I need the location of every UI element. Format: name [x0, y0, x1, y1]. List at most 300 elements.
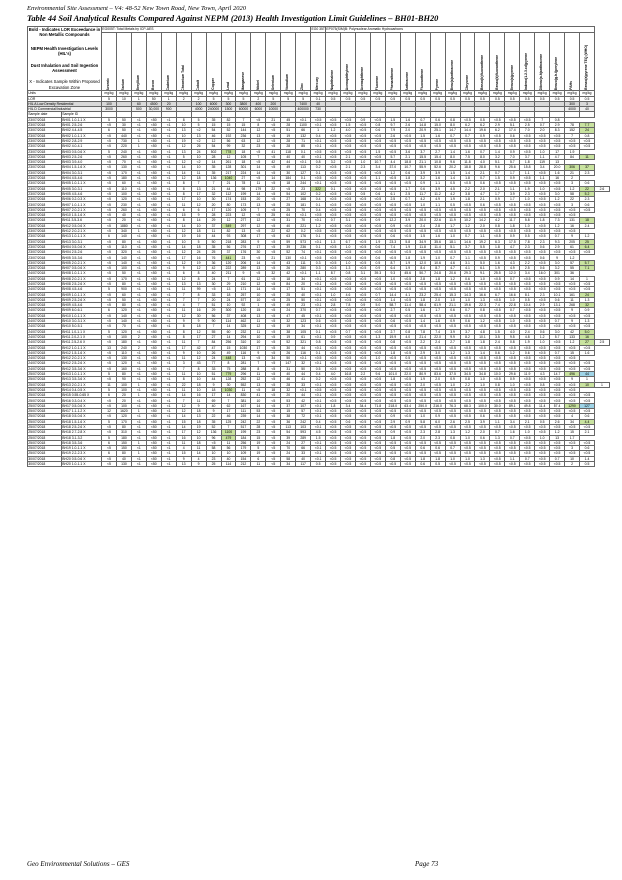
- result-cell: <0.5: [565, 207, 580, 212]
- result-cell: <0.5: [326, 456, 341, 461]
- result-cell: <0.5: [460, 228, 475, 233]
- result-cell: <0.5: [430, 228, 445, 233]
- result-cell: 37: [206, 223, 221, 228]
- sample-id-label: Sample ID: [62, 112, 102, 117]
- result-cell: 16: [191, 255, 206, 260]
- result-cell: 11: [176, 287, 191, 292]
- result-cell: 1.8: [460, 197, 475, 202]
- result-cell: <0.5: [326, 244, 341, 249]
- result-cell: 14.4: [385, 292, 400, 297]
- result-cell: 0.7: [445, 255, 460, 260]
- result-cell: 239: [236, 414, 251, 419]
- result-cell: <1: [161, 154, 176, 159]
- sample-id: BH02 1.0-1.1 X: [62, 133, 102, 138]
- result-cell: 4.4: [385, 160, 400, 165]
- result-cell: 25: [281, 202, 296, 207]
- result-cell: 502: [206, 149, 221, 154]
- result-cell: <50: [146, 207, 161, 212]
- result-cell: <5: [102, 456, 117, 461]
- result-cell: 84: [281, 281, 296, 286]
- result-cell: <0.1: [311, 181, 326, 186]
- result-cell: <0.5: [355, 239, 370, 244]
- result-cell: 52: [281, 250, 296, 255]
- result-cell: <0.5: [430, 366, 445, 371]
- units-cell: mg/kg: [176, 91, 191, 96]
- result-cell: 2.0: [430, 297, 445, 302]
- result-cell: 5: [191, 239, 206, 244]
- result-cell: 1.0: [430, 255, 445, 260]
- result-cell: <5: [206, 287, 221, 292]
- result-cell: <0.5: [520, 440, 535, 445]
- result-cell: 5.2: [580, 191, 595, 196]
- result-cell: 0.1: [311, 350, 326, 355]
- result-cell: 44: [296, 345, 311, 350]
- result-cell: <1: [161, 218, 176, 223]
- result-cell: <0.5: [460, 324, 475, 329]
- result-cell: <0.5: [326, 149, 341, 154]
- result-cell: <0.5: [535, 446, 550, 451]
- result-cell: 13: [236, 228, 251, 233]
- result-cell: <0.5: [550, 414, 565, 419]
- result-cell: <0.1: [311, 361, 326, 366]
- result-cell: 7.8: [415, 329, 430, 334]
- result-cell: 20.0: [550, 165, 565, 170]
- result-cell: 18.8: [400, 160, 415, 165]
- column-header: [251, 32, 266, 91]
- result-cell: <0.5: [565, 409, 580, 414]
- result-cell: 1.0: [475, 377, 490, 382]
- result-cell: <0.5: [326, 398, 341, 403]
- result-cell: <0.5: [355, 356, 370, 361]
- result-cell: <0.5: [370, 138, 385, 143]
- result-cell: <5: [102, 144, 117, 149]
- result-cell: 2.1: [520, 419, 535, 424]
- units-cell: mg/kg: [266, 91, 281, 96]
- result-cell: 13: [176, 462, 191, 467]
- column-header: [550, 32, 565, 91]
- units-cell: mg/kg: [326, 91, 341, 96]
- result-cell: 136: [206, 176, 221, 181]
- result-cell: 17: [176, 197, 191, 202]
- result-cell: <0.5: [490, 456, 505, 461]
- result-cell: 59: [281, 239, 296, 244]
- result-cell: 7: [191, 340, 206, 345]
- result-cell: <0.5: [535, 181, 550, 186]
- column-name-row: [28, 32, 610, 91]
- result-cell: <0.5: [535, 287, 550, 292]
- result-cell: 34: [281, 462, 296, 467]
- result-cell: <0.5: [445, 250, 460, 255]
- units-cell: mg/kg: [550, 91, 565, 96]
- result-cell: <50: [146, 271, 161, 276]
- result-cell: <1: [161, 250, 176, 255]
- result-cell: 236: [296, 244, 311, 249]
- result-cell: 10: [251, 398, 266, 403]
- result-cell: <5: [251, 356, 266, 361]
- result-cell: 224: [236, 170, 251, 175]
- result-cell: 25: [266, 213, 281, 218]
- result-cell: 12: [176, 403, 191, 408]
- sample-id: BH01 1.0-1.1 X: [62, 117, 102, 122]
- result-cell: 7: [236, 117, 251, 122]
- result-cell: 5.7: [580, 260, 595, 265]
- result-cell: 0.5: [520, 234, 535, 239]
- result-cell: <0.5: [475, 440, 490, 445]
- result-cell: 11: [251, 462, 266, 467]
- result-cell: 1.4: [490, 149, 505, 154]
- result-cell: 54: [281, 191, 296, 196]
- result-cell: <0.5: [355, 409, 370, 414]
- sample-date: 25/07/2018: [28, 387, 62, 392]
- result-cell: 1.2: [460, 430, 475, 435]
- result-cell: <5: [266, 281, 281, 286]
- result-cell: <0.5: [565, 451, 580, 456]
- result-cell: 0.6: [580, 446, 595, 451]
- result-cell: <50: [146, 123, 161, 128]
- result-cell: 5: [102, 287, 117, 292]
- result-cell: 2.7: [385, 329, 400, 334]
- result-cell: 12.0: [505, 271, 520, 276]
- result-cell: <0.5: [535, 313, 550, 318]
- hil-a-value: 3: [580, 101, 595, 106]
- result-cell: <0.5: [341, 138, 356, 143]
- result-cell: 15: [176, 213, 191, 218]
- result-cell: <0.5: [580, 207, 595, 212]
- result-cell: 132: [296, 133, 311, 138]
- result-cell: 1: [594, 382, 609, 387]
- result-cell: 54: [206, 128, 221, 133]
- result-cell: 14: [266, 176, 281, 181]
- result-cell: 5: [251, 446, 266, 451]
- result-cell: <1: [161, 160, 176, 165]
- result-cell: 72: [296, 414, 311, 419]
- result-cell: 34: [266, 356, 281, 361]
- result-cell: 7: [251, 154, 266, 159]
- result-cell: 27: [206, 334, 221, 339]
- lor-value: 0.1: [311, 96, 326, 101]
- result-cell: 19.6: [475, 128, 490, 133]
- result-cell: 0.9: [385, 414, 400, 419]
- result-cell: 11.7: [415, 191, 430, 196]
- result-cell: <0.5: [505, 207, 520, 212]
- result-cell: <0.5: [400, 287, 415, 292]
- result-cell: 52: [221, 128, 236, 133]
- result-cell: <5: [266, 218, 281, 223]
- lor-value: 0.5: [490, 96, 505, 101]
- result-cell: 4.1: [460, 266, 475, 271]
- result-cell: 0.7: [475, 149, 490, 154]
- sample-id: BH07 1.0-1.1 X: [62, 202, 102, 207]
- result-cell: <0.5: [355, 234, 370, 239]
- result-cell: <0.1: [311, 297, 326, 302]
- result-cell: 4: [565, 414, 580, 419]
- result-cell: 61: [296, 334, 311, 339]
- result-cell: 34.5: [460, 371, 475, 376]
- result-cell: 110: [116, 244, 131, 249]
- sample-id: BH17 0.5-0.6 X: [62, 403, 102, 408]
- result-cell: <0.1: [311, 398, 326, 403]
- column-header: [565, 32, 580, 91]
- result-cell: <0.5: [355, 334, 370, 339]
- result-cell: <0.5: [475, 409, 490, 414]
- result-cell: <0.5: [445, 324, 460, 329]
- result-cell: <0.5: [370, 324, 385, 329]
- result-cell: 1.5: [341, 123, 356, 128]
- result-cell: 0.8: [370, 123, 385, 128]
- result-cell: 7: [191, 181, 206, 186]
- sample-date: 25/07/2018: [28, 398, 62, 403]
- result-cell: 40: [281, 371, 296, 376]
- result-cell: <0.5: [385, 207, 400, 212]
- result-cell: <0.5: [370, 361, 385, 366]
- result-cell: 1.0: [460, 435, 475, 440]
- result-cell: 14: [206, 160, 221, 165]
- result-cell: 128: [221, 377, 236, 382]
- result-cell: 7: [206, 181, 221, 186]
- result-cell: <1: [131, 250, 146, 255]
- units-cell: mg/kg: [102, 91, 117, 96]
- result-cell: <0.5: [326, 170, 341, 175]
- result-cell: 32: [206, 191, 221, 196]
- result-cell: 180: [116, 435, 131, 440]
- result-cell: 6.7: [490, 292, 505, 297]
- result-cell: 18: [191, 228, 206, 233]
- result-cell: 0.1: [311, 170, 326, 175]
- result-cell: 66: [296, 128, 311, 133]
- result-cell: 1.0: [475, 276, 490, 281]
- result-cell: 17: [191, 334, 206, 339]
- result-cell: 2.2: [415, 340, 430, 345]
- result-cell: <0.5: [550, 377, 565, 382]
- result-cell: 10: [565, 456, 580, 461]
- result-cell: 2.9: [550, 123, 565, 128]
- result-cell: 31: [281, 218, 296, 223]
- result-cell: 2.1: [400, 154, 415, 159]
- sample-date: 24/07/2018: [28, 281, 62, 286]
- result-cell: 49.8: [520, 403, 535, 408]
- result-cell: 40: [296, 292, 311, 297]
- result-cell: <0.1: [311, 334, 326, 339]
- result-cell: 99: [191, 287, 206, 292]
- sample-date: 23/07/2018: [28, 186, 62, 191]
- result-cell: 131: [565, 218, 580, 223]
- result-cell: <0.5: [370, 398, 385, 403]
- result-cell: 37.0: [385, 165, 400, 170]
- result-cell: 8: [191, 271, 206, 276]
- result-cell: 2.4: [430, 340, 445, 345]
- result-cell: 16.0: [535, 271, 550, 276]
- sample-date: 24/07/2018: [28, 361, 62, 366]
- lor-value: 5: [102, 96, 117, 101]
- result-cell: <0.5: [430, 313, 445, 318]
- result-cell: 0.7: [550, 350, 565, 355]
- result-cell: 18: [236, 160, 251, 165]
- result-cell: <5: [266, 366, 281, 371]
- result-cell: 25: [580, 239, 595, 244]
- result-cell: <0.5: [400, 456, 415, 461]
- result-cell: <2: [191, 128, 206, 133]
- sample-date: 23/07/2018: [28, 266, 62, 271]
- result-cell: 10.1: [550, 292, 565, 297]
- result-cell: 0.5: [311, 462, 326, 467]
- result-cell: <0.5: [385, 202, 400, 207]
- result-cell: <0.5: [490, 117, 505, 122]
- result-cell: <0.5: [475, 250, 490, 255]
- result-cell: <5: [266, 371, 281, 376]
- result-cell: <1: [161, 313, 176, 318]
- result-cell: 10: [191, 377, 206, 382]
- result-cell: <0.5: [355, 398, 370, 403]
- result-cell: 84: [206, 340, 221, 345]
- result-cell: 110: [116, 350, 131, 355]
- result-cell: <0.5: [355, 414, 370, 419]
- result-cell: <0.5: [400, 276, 415, 281]
- result-cell: 37.5: [445, 371, 460, 376]
- result-cell: <0.5: [520, 398, 535, 403]
- column-header: [161, 32, 176, 91]
- result-cell: <5: [266, 191, 281, 196]
- result-cell: <50: [146, 165, 161, 170]
- result-cell: <1: [161, 414, 176, 419]
- result-cell: 23.3: [385, 239, 400, 244]
- result-cell: <0.5: [550, 340, 565, 345]
- lor-value: 5: [281, 96, 296, 101]
- result-cell: 1.6: [400, 117, 415, 122]
- result-cell: 221: [296, 223, 311, 228]
- result-cell: 2.3: [520, 244, 535, 249]
- result-cell: 0.6: [430, 446, 445, 451]
- result-cell: <1: [161, 366, 176, 371]
- result-cell: <0.5: [535, 451, 550, 456]
- result-cell: <50: [146, 340, 161, 345]
- result-cell: <50: [146, 419, 161, 424]
- result-cell: 4.2: [445, 191, 460, 196]
- result-cell: 120: [236, 308, 251, 313]
- result-cell: <0.5: [550, 409, 565, 414]
- hil-d-value: 10000: [266, 107, 281, 112]
- column-header-label: Dibenz(a.h)anthracene: [539, 53, 544, 91]
- result-cell: 9.1: [475, 271, 490, 276]
- result-cell: 37: [281, 403, 296, 408]
- result-cell: 0.5: [311, 366, 326, 371]
- sample-date: 25/07/2018: [28, 414, 62, 419]
- column-header-label: Benzo(a)pyrene: [509, 64, 514, 91]
- result-cell: <0.5: [445, 207, 460, 212]
- result-cell: <1: [131, 123, 146, 128]
- result-cell: <0.5: [326, 414, 341, 419]
- result-cell: 0.7: [505, 435, 520, 440]
- result-cell: 0.7: [445, 446, 460, 451]
- result-cell: 11.4: [400, 303, 415, 308]
- lor-value: 0.5: [520, 96, 535, 101]
- result-cell: 41: [266, 149, 281, 154]
- result-cell: 107: [296, 403, 311, 408]
- result-cell: 4.3: [505, 260, 520, 265]
- result-cell: 0.6: [415, 462, 430, 467]
- result-cell: 4.5: [445, 186, 460, 191]
- result-cell: 28: [251, 424, 266, 429]
- result-cell: <0.5: [355, 197, 370, 202]
- result-cell: 1.1: [370, 176, 385, 181]
- result-cell: <0.5: [385, 181, 400, 186]
- result-cell: <1: [131, 424, 146, 429]
- result-cell: <1: [131, 361, 146, 366]
- lor-value: 2: [251, 96, 266, 101]
- result-cell: 14.8: [415, 123, 430, 128]
- result-cell: 21.4: [415, 334, 430, 339]
- result-cell: <0.5: [580, 451, 595, 456]
- result-cell: <0.5: [505, 446, 520, 451]
- result-cell: 11: [176, 440, 191, 445]
- result-cell: <0.5: [535, 366, 550, 371]
- result-cell: <0.5: [341, 202, 356, 207]
- column-header-label: Fluorene: [375, 75, 380, 91]
- result-cell: <0.5: [326, 165, 341, 170]
- result-cell: <0.5: [490, 424, 505, 429]
- result-cell: 47: [206, 345, 221, 350]
- result-cell: 22: [565, 197, 580, 202]
- result-cell: <0.5: [355, 451, 370, 456]
- result-cell: 20: [206, 202, 221, 207]
- result-cell: 244: [296, 181, 311, 186]
- result-cell: <0.5: [520, 361, 535, 366]
- result-cell: <5: [251, 160, 266, 165]
- result-cell: 5: [102, 419, 117, 424]
- empty-cell: [565, 112, 580, 117]
- result-cell: 14: [565, 276, 580, 281]
- column-header-label: Selenium: [270, 75, 275, 91]
- result-cell: 11: [206, 228, 221, 233]
- result-cell: 5.8: [415, 419, 430, 424]
- result-cell: 22: [206, 414, 221, 419]
- result-cell: 25.5: [490, 271, 505, 276]
- result-cell: <0.5: [326, 324, 341, 329]
- result-cell: <0.5: [445, 213, 460, 218]
- result-cell: <0.1: [296, 255, 311, 260]
- result-cell: <0.5: [311, 387, 326, 392]
- result-cell: 6: [102, 451, 117, 456]
- lor-value: 0.5: [505, 96, 520, 101]
- column-header-label: Benzo(a)pyrene TEQ (WHO): [584, 45, 589, 91]
- result-cell: 16: [191, 308, 206, 313]
- result-cell: <0.1: [296, 271, 311, 276]
- result-cell: 17: [206, 207, 221, 212]
- result-cell: 9.3: [385, 271, 400, 276]
- result-cell: 3.2: [490, 154, 505, 159]
- result-cell: 2.0: [430, 377, 445, 382]
- result-cell: 5: [102, 329, 117, 334]
- hil-d-value: 240000: [207, 107, 220, 112]
- result-cell: 8.7: [385, 260, 400, 265]
- result-cell: <1: [131, 403, 146, 408]
- result-cell: 15: [206, 123, 221, 128]
- result-cell: <50: [146, 117, 161, 122]
- result-cell: 6: [176, 271, 191, 276]
- result-cell: 30: [116, 123, 131, 128]
- result-cell: 8: [191, 276, 206, 281]
- result-cell: <1: [131, 419, 146, 424]
- hil-d-value: 4000: [191, 107, 206, 112]
- result-cell: 2.9: [385, 419, 400, 424]
- result-cell: <0.5: [520, 451, 535, 456]
- result-cell: <0.5: [341, 393, 356, 398]
- result-cell: <0.5: [355, 297, 370, 302]
- result-cell: <0.5: [505, 138, 520, 143]
- result-cell: <1: [161, 371, 176, 376]
- result-cell: 1.0: [370, 356, 385, 361]
- result-cell: 1.2: [445, 276, 460, 281]
- result-cell: <5: [102, 398, 117, 403]
